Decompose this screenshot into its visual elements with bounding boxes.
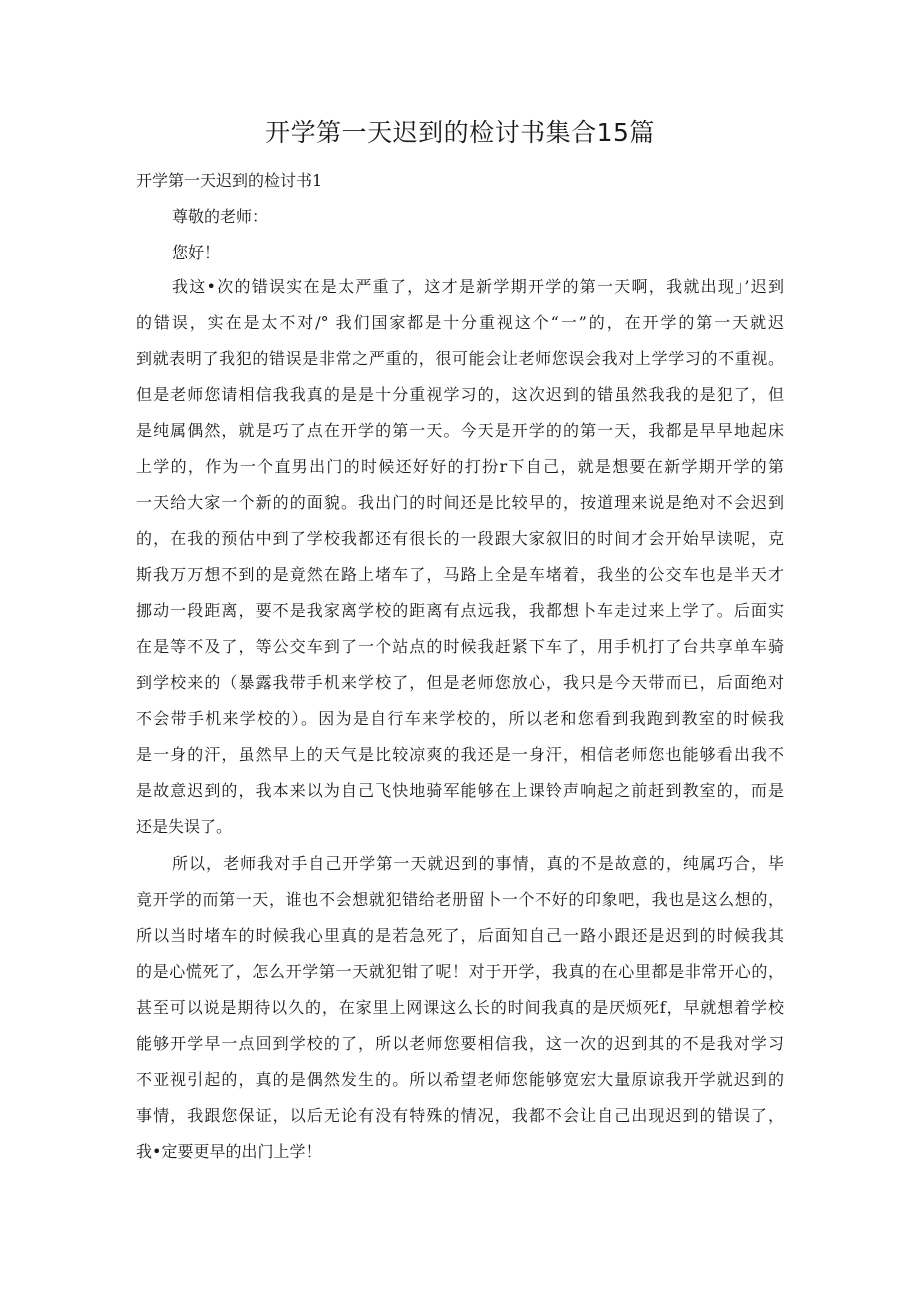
paragraph-line: 在是等不及了，等公交车到了一个站点的时候我赶紧下车了，用手机打了台共享单车骑 (136, 637, 784, 656)
paragraph-1 (136, 269, 784, 845)
paragraph-line: 上学的，作为一个直男出门的时候还好好的打扮r下自己，就是想要在新学期开学的第 (136, 457, 784, 476)
paragraph-line: 的是心慌死了，怎么开学第一天就犯钳了呢！对于开学，我真的在心里都是非常开心的， (136, 962, 784, 981)
paragraph-2 (136, 846, 784, 1170)
paragraph-line: 能够开学早一点回到学校的了，所以老师您要相信我，这一次的迟到其的不是我对学习 (136, 1034, 784, 1053)
paragraph-line: 我•定要更早的出门上学！ (136, 1142, 322, 1161)
document-title: 开学第一天迟到的检讨书集合15篇 (265, 118, 655, 147)
paragraph-line: 一天给大家一个新的的面貌。我出门的时间还是比较早的，按道理来说是绝对不会迟到 (136, 493, 784, 512)
paragraph-line: 的，在我的预估中到了学校我都还有很长的一段跟大家叙旧的时间才会开始早读呢，克 (136, 529, 784, 548)
greeting: 您好！ (172, 243, 221, 262)
paragraph-line: 甚至可以说是期待以久的，在家里上网课这么长的时间我真的是厌烦死f，早就想着学校 (136, 998, 784, 1017)
paragraph-line: 不会带手机来学校的）。因为是自行车来学校的，所以老和您看到我跑到教室的时候我 (136, 709, 784, 728)
paragraph-line: 挪动一段距离，要不是我家离学校的距离有点远我，我都想卜车走过来上学了。后面实 (136, 601, 784, 620)
paragraph-line: 事情，我跟您保证，以后无论有没有特殊的情况，我都不会让自己出现迟到的错误了， (136, 1106, 784, 1125)
paragraph-line: 所以当时堵车的时候我心里真的是若急死了，后面知自己一路小跟还是迟到的时候我其 (136, 926, 784, 945)
paragraph-line: 是一身的汗，虽然早上的天气是比较凉爽的我还是一身汗，相信老师您也能够看出我不 (136, 745, 784, 764)
paragraph-line: 到学校来的（暴露我带手机来学校了，但是老师您放心，我只是今天带而已，后面绝对 (136, 673, 784, 692)
paragraph-line: 斯我万万想不到的是竟然在路上堵车了，马路上全是车堵着，我坐的公交车也是半天才 (136, 565, 784, 584)
paragraph-line: 的错误，实在是太不对/° 我们国家都是十分重视这个“一”的，在开学的第一天就迟 (136, 313, 784, 332)
paragraph-line: 但是老师您请相信我我真的是是十分重视学习的，这次迟到的错虽然我我的是犯了，但 (136, 385, 784, 404)
paragraph-line: 所以，老师我对手自己开学第一天就迟到的事情，真的不是故意的，纯属巧合，毕 (172, 854, 784, 873)
paragraph-line: 不亚视引起的，真的是偶然发生的。所以希望老师您能够宽宏大量原谅我开学就迟到的 (136, 1070, 784, 1089)
paragraph-line: 还是失误了。 (136, 817, 233, 836)
paragraph-line: 到就表明了我犯的错误是非常之严重的，很可能会让老师您误会我对上学学习的不重视。 (136, 349, 784, 368)
paragraph-line: 我这•次的错误实在是太严重了，这才是新学期开学的第一天啊，我就出现」’迟到 (172, 277, 784, 296)
paragraph-line: 是故意迟到的，我本来以为自己飞快地骑军能够在上课铃声响起之前赶到教室的，而是 (136, 781, 784, 800)
salutation: 尊敬的老师： (172, 207, 269, 226)
section-heading: 开学第一天迟到的检讨书1 (136, 171, 323, 190)
paragraph-line: 是纯属偶然，就是巧了点在开学的第一天。今天是开学的的第一天，我都是早早地起床 (136, 421, 784, 440)
paragraph-line: 竟开学的而第一天，谁也不会想就犯错给老册留卜一个不好的印象吧，我也是这么想的， (136, 890, 784, 909)
